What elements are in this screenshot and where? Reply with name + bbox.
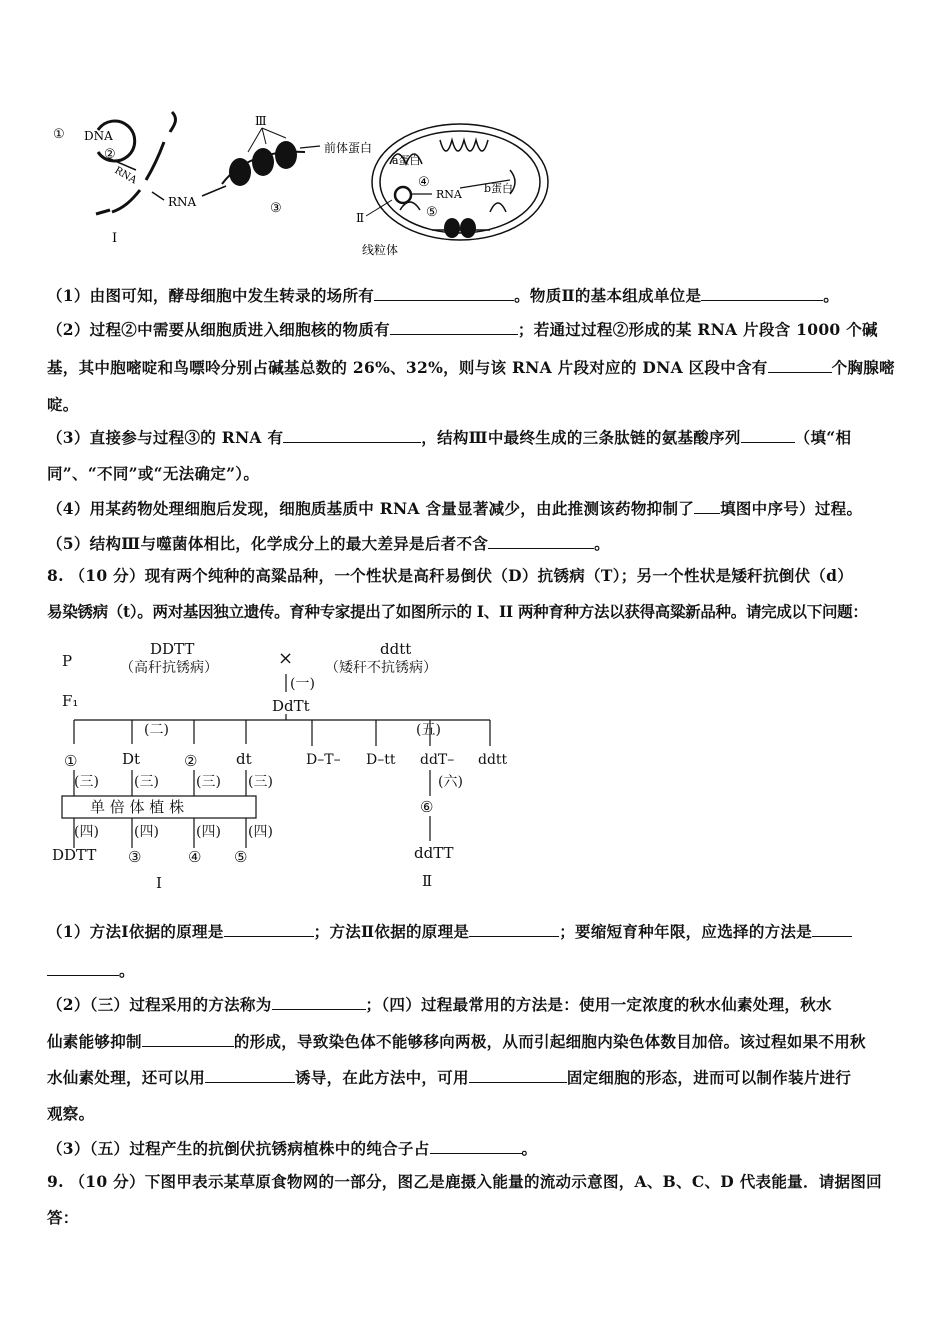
svg-text:RNA: RNA	[112, 165, 139, 187]
svg-text:（矮秆不抗锈病）: （矮秆不抗锈病）	[325, 660, 437, 676]
svg-text:ddTT: ddTT	[414, 844, 454, 862]
svg-text:④: ④	[188, 848, 202, 866]
q8-part3: （3）（五）过程产生的抗倒伏抗锈病植株中的纯合子占 。	[47, 1139, 538, 1158]
q8-intro-1: 8. （10 分）现有两个纯种的高粱品种，一个性状是高秆易倒伏（D）抗锈病（T）；另一个性状是矮秆抗倒伏（d）	[47, 566, 854, 585]
q8-part1: （1）方法Ⅰ依据的原理是 ；方法Ⅱ依据的原理是 ；要缩短育种年限，应选择的方法是	[47, 914, 909, 950]
q7-part1: （1）由图可知，酵母细胞中发生转录的场所有 。物质Ⅱ的基本组成单位是 。	[47, 286, 840, 305]
svg-text:×: ×	[278, 648, 294, 669]
svg-text:I: I	[156, 874, 162, 892]
svg-text:P: P	[62, 652, 73, 670]
svg-text:线粒体: 线粒体	[362, 243, 399, 257]
q7-part4: （4）用某药物处理细胞后发现，细胞质基质中 RNA 含量显著减少，由此推测该药物抑制了 填图中序号）过程。	[47, 499, 863, 518]
q8-part2: （2）（三）过程采用的方法称为 ；（四）过程最常用的方法是：使用一定浓度的秋水仙素处理，秋水	[47, 995, 832, 1014]
svg-text:①: ①	[53, 127, 65, 142]
strand-i	[112, 190, 140, 212]
svg-text:dt: dt	[236, 750, 252, 768]
svg-text:(五): (五)	[416, 722, 441, 738]
svg-text:RNA: RNA	[436, 188, 462, 201]
svg-text:③: ③	[128, 848, 142, 866]
svg-text:ddtt: ddtt	[380, 640, 412, 658]
strand-left	[96, 210, 110, 214]
q9-line-2: 答：	[47, 1208, 79, 1227]
svg-text:DDTT: DDTT	[150, 640, 195, 658]
svg-text:DDTT: DDTT	[52, 846, 97, 864]
svg-text:(一): (一)	[290, 676, 315, 692]
svg-text:Ⅱ: Ⅱ	[356, 211, 365, 225]
q7-part2-end: 啶。	[47, 395, 79, 414]
mitochondrion	[372, 124, 548, 240]
svg-text:前体蛋白: 前体蛋白	[324, 141, 373, 155]
svg-text:③: ③	[270, 201, 282, 216]
svg-text:②: ②	[104, 147, 116, 162]
svg-text:I: I	[112, 231, 118, 246]
svg-text:单 倍 体 植 株: 单 倍 体 植 株	[90, 798, 185, 816]
svg-text:Ⅱ: Ⅱ	[422, 872, 433, 890]
svg-text:ddtt: ddtt	[478, 752, 508, 768]
q8-part1-cont: 。	[47, 953, 909, 989]
svg-text:DNA: DNA	[84, 129, 113, 143]
svg-text:Ⅲ: Ⅲ	[255, 114, 267, 128]
q8-part2-cont1: 仙素能够抑制 的形成，导致染色体不能够移向两极，从而引起细胞内染色体数目加倍。该过程如果不用秋	[47, 1032, 866, 1051]
svg-text:⑥: ⑥	[420, 798, 434, 816]
svg-text:(三): (三)	[196, 774, 221, 790]
q8-intro-2: 易染锈病（t）。两对基因独立遗传。育种专家提出了如图所示的 I、II 两种育种方法以获得高粱新品种。请完成以下问题：	[47, 602, 868, 621]
svg-text:（高秆抗锈病）: （高秆抗锈病）	[120, 660, 218, 676]
svg-text:(三): (三)	[248, 774, 273, 790]
svg-text:(三): (三)	[74, 774, 99, 790]
svg-text:(六): (六)	[438, 774, 463, 790]
q7-part3-cont: 同”、“不同”或“无法确定”）。	[47, 464, 260, 483]
ribosomes	[229, 141, 297, 186]
svg-text:D–tt: D–tt	[366, 752, 396, 768]
svg-text:Dt: Dt	[122, 750, 141, 768]
q7-part2-cont: 基，其中胞嘧啶和鸟嘌呤分别占碱基总数的 26%、32%，则与该 RNA 片段对应的 DNA 区段中含有 个胸腺嘧	[47, 358, 895, 377]
svg-text:(四): (四)	[196, 824, 221, 840]
svg-text:F₁: F₁	[62, 692, 79, 710]
svg-text:D–T–: D–T–	[306, 752, 341, 768]
svg-text:(四): (四)	[248, 824, 273, 840]
rna-strand	[170, 112, 175, 132]
svg-text:(四): (四)	[134, 824, 159, 840]
svg-text:②: ②	[184, 752, 198, 770]
svg-text:①: ①	[64, 752, 78, 770]
q7-part5: （5）结构Ⅲ与噬菌体相比，化学成分上的最大差异是后者不含 。	[47, 534, 610, 553]
svg-text:RNA: RNA	[168, 195, 197, 209]
arrow-to-ribosome	[202, 186, 226, 196]
svg-text:⑤: ⑤	[426, 205, 438, 220]
svg-text:a蛋白: a蛋白	[392, 154, 421, 167]
svg-text:⑤: ⑤	[234, 848, 248, 866]
svg-text:④: ④	[418, 175, 430, 190]
q8-part2-cont2: 水仙素处理，还可以用 诱导，在此方法中，可用 固定细胞的形态，进而可以制作装片进行	[47, 1068, 852, 1087]
figure-breeding-scheme	[50, 636, 530, 898]
svg-text:(四): (四)	[74, 824, 99, 840]
svg-text:(三): (三)	[134, 774, 159, 790]
svg-text:ddT–: ddT–	[420, 752, 455, 768]
svg-text:DdTt: DdTt	[272, 697, 310, 715]
arrow-rna-2	[152, 192, 164, 200]
q7-part2: （2）过程②中需要从细胞质进入细胞核的物质有 ；若通过过程②形成的某 RNA 片段含 1000 个碱	[47, 320, 878, 339]
figure-gene-expression	[40, 100, 560, 265]
rna-strand-2	[146, 142, 164, 180]
svg-text:b蛋白: b蛋白	[484, 182, 514, 195]
svg-text:(二): (二)	[144, 722, 169, 738]
q9-line-1: 9. （10 分）下图甲表示某草原食物网的一部分，图乙是鹿摄入能量的流动示意图，A、B、C、D 代表能量．请据图回	[47, 1172, 882, 1191]
q7-part3: （3）直接参与过程③的 RNA 有 ，结构Ⅲ中最终生成的三条肽链的氨基酸序列 （填“相	[47, 428, 852, 447]
q8-part2-end: 观察。	[47, 1104, 95, 1123]
